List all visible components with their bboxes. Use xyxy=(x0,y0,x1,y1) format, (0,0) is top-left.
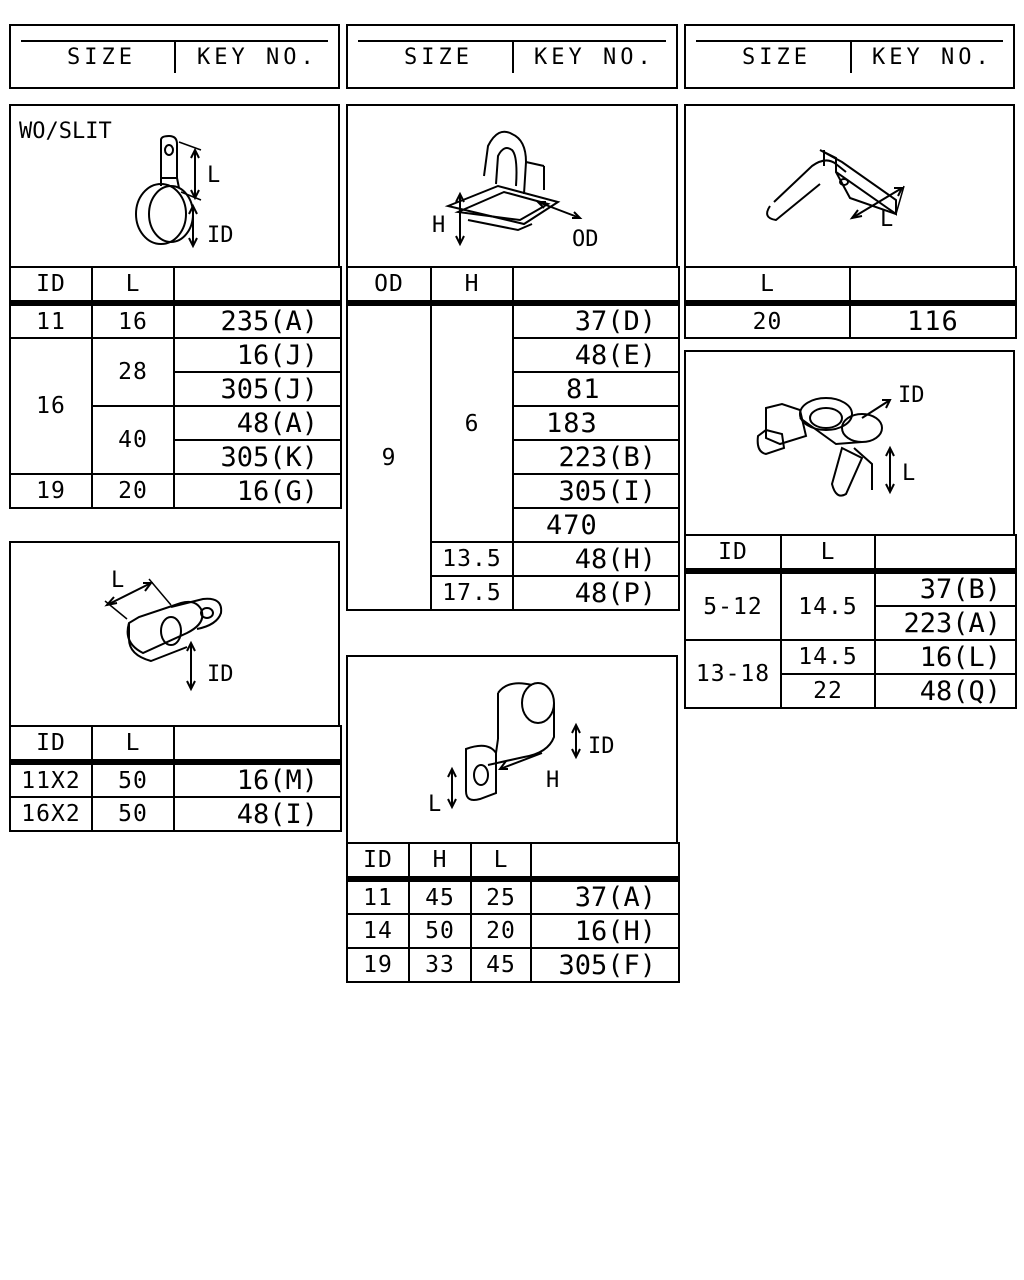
col-header-key xyxy=(174,267,341,303)
column-header-1 xyxy=(9,24,340,89)
cell-key-no: 16(G) xyxy=(174,474,341,508)
col-header-id: ID xyxy=(10,267,92,303)
panel-p-clamp xyxy=(346,655,678,844)
col-header-key xyxy=(850,267,1016,303)
clamp-wo-slit-diagram xyxy=(11,106,338,266)
cell-id: 16X2 xyxy=(10,797,92,831)
header-divider xyxy=(174,40,176,73)
header-divider xyxy=(512,40,514,73)
cell-key-no: 305(I) xyxy=(513,474,679,508)
cell-h: 33 xyxy=(409,948,471,982)
cell-id: 11 xyxy=(10,303,92,338)
cell-key-no: 37(D) xyxy=(513,303,679,338)
table-clamp-wo-slit xyxy=(9,266,342,509)
cell-l: 40 xyxy=(92,406,174,474)
dim-l-label: L xyxy=(880,207,894,232)
cell-key-no: 16(H) xyxy=(531,914,679,948)
col-header-l: L xyxy=(92,267,174,303)
panel-clamp-wo-slit xyxy=(9,104,340,268)
cell-h: 45 xyxy=(409,879,471,914)
cell-key-no: 16(M) xyxy=(174,762,341,797)
header-size-label: SIZE xyxy=(404,45,473,70)
col-header-key xyxy=(513,267,679,303)
panel-l-clip xyxy=(684,104,1015,268)
cell-key-no: 116 xyxy=(850,303,1016,338)
table-p-clamp xyxy=(346,842,680,983)
cell-l: 14.5 xyxy=(781,640,875,674)
cell-l: 20 xyxy=(471,914,531,948)
cell-id: 13-18 xyxy=(685,640,781,708)
col-header-l: L xyxy=(781,535,875,571)
cell-h: 50 xyxy=(409,914,471,948)
table-multi-clip xyxy=(684,534,1017,709)
col-header-h: H xyxy=(431,267,513,303)
od-clip-diagram xyxy=(348,106,676,266)
cell-key-no: 48(P) xyxy=(513,576,679,610)
panel-od-clip xyxy=(346,104,678,268)
col-header-id: ID xyxy=(10,726,92,762)
cell-key-no: 81 xyxy=(513,372,679,406)
cell-key-no: 48(H) xyxy=(513,542,679,576)
header-size-label: SIZE xyxy=(67,45,136,70)
wo-slit-note: WO/SLIT xyxy=(19,119,112,144)
dim-l-label: L xyxy=(207,163,221,188)
col-header-h: H xyxy=(409,843,471,879)
col-header-key xyxy=(875,535,1016,571)
cell-id: 5-12 xyxy=(685,571,781,640)
cell-l: 45 xyxy=(471,948,531,982)
col-header-od: OD xyxy=(347,267,431,303)
header-size-label: SIZE xyxy=(742,45,811,70)
cell-key-no: 223(B) xyxy=(513,440,679,474)
dim-l-label: L xyxy=(111,568,125,593)
col-header-key xyxy=(531,843,679,879)
dim-l-label: L xyxy=(428,792,442,817)
cell-l: 16 xyxy=(92,303,174,338)
cell-key-no: 48(A) xyxy=(174,406,341,440)
cell-key-no: 48(E) xyxy=(513,338,679,372)
cell-key-no: 48(I) xyxy=(174,797,341,831)
dim-id-label: ID xyxy=(207,223,234,248)
cell-id: 16 xyxy=(10,338,92,474)
col-header-l: L xyxy=(92,726,174,762)
double-clamp-diagram xyxy=(11,543,338,725)
table-l-clip xyxy=(684,266,1017,339)
l-clip-diagram xyxy=(686,106,1013,266)
column-header-3 xyxy=(684,24,1015,89)
header-key-label: KEY NO. xyxy=(534,45,655,70)
cell-key-no: 223(A) xyxy=(875,606,1016,640)
cell-l: 22 xyxy=(781,674,875,708)
cell-h: 17.5 xyxy=(431,576,513,610)
cell-l: 50 xyxy=(92,762,174,797)
cell-l: 25 xyxy=(471,879,531,914)
cell-h: 13.5 xyxy=(431,542,513,576)
col-header-l: L xyxy=(685,267,850,303)
cell-key-no: 37(A) xyxy=(531,879,679,914)
dim-id-label: ID xyxy=(898,383,925,408)
cell-id: 14 xyxy=(347,914,409,948)
cell-key-no: 305(F) xyxy=(531,948,679,982)
cell-h: 6 xyxy=(431,303,513,542)
cell-id: 19 xyxy=(347,948,409,982)
cell-l: 50 xyxy=(92,797,174,831)
panel-double-clamp xyxy=(9,541,340,727)
dim-h-label: H xyxy=(432,213,446,238)
cell-od: 9 xyxy=(347,303,431,610)
cell-key-no: 305(J) xyxy=(174,372,341,406)
table-od-clip xyxy=(346,266,680,611)
cell-id: 11X2 xyxy=(10,762,92,797)
dim-id-label: ID xyxy=(207,662,234,687)
p-clamp-diagram xyxy=(348,657,676,842)
cell-key-no: 16(L) xyxy=(875,640,1016,674)
column-header-2 xyxy=(346,24,678,89)
cell-key-no: 37(B) xyxy=(875,571,1016,606)
col-header-id: ID xyxy=(347,843,409,879)
table-double-clamp xyxy=(9,725,342,832)
dim-od-label: OD xyxy=(572,227,599,252)
cell-key-no: 470 xyxy=(513,508,679,542)
cell-l: 20 xyxy=(92,474,174,508)
cell-id: 11 xyxy=(347,879,409,914)
cell-key-no: 235(A) xyxy=(174,303,341,338)
cell-l: 20 xyxy=(685,303,850,338)
cell-key-no: 16(J) xyxy=(174,338,341,372)
cell-key-no: 305(K) xyxy=(174,440,341,474)
header-key-label: KEY NO. xyxy=(872,45,993,70)
dim-id-label: ID xyxy=(588,734,615,759)
cell-l: 28 xyxy=(92,338,174,406)
dim-l-label: L xyxy=(902,461,916,486)
dim-h-label: H xyxy=(546,768,560,793)
cell-key-no: 48(Q) xyxy=(875,674,1016,708)
multi-clip-diagram xyxy=(686,352,1013,534)
col-header-id: ID xyxy=(685,535,781,571)
col-header-l: L xyxy=(471,843,531,879)
cell-key-no: 183 xyxy=(513,406,679,440)
col-header-key xyxy=(174,726,341,762)
cell-l: 14.5 xyxy=(781,571,875,640)
header-divider xyxy=(850,40,852,73)
panel-multi-clip xyxy=(684,350,1015,536)
header-key-label: KEY NO. xyxy=(197,45,318,70)
cell-id: 19 xyxy=(10,474,92,508)
